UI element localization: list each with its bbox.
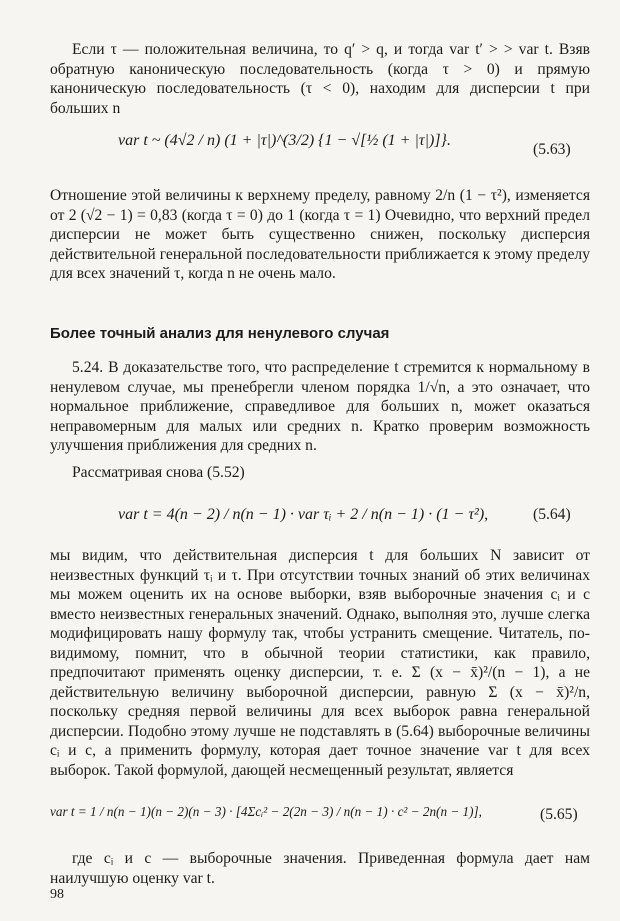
- equation-5-63: var t ~ (4√2 / n) (1 + |τ|)^(3/2) {1 − √[½ (1 + |τ|)]}.: [118, 132, 451, 149]
- paragraph-4: Рассматривая снова (5.52): [72, 464, 245, 481]
- paragraph-1: Если τ — положительная величина, то q′ > q, и тогда var t′ > > var t. Взяв обратную каноническую последовательность (когда τ > 0) и прямую каноническую последовательность (τ < 0), находим для дисперсии t при больших n: [50, 41, 590, 117]
- equation-5-65: var t = 1 / n(n − 1)(n − 2)(n − 3) · [4Σcᵢ² − 2(2n − 3) / n(n − 1) · c² − 2n(n − 1)],: [50, 804, 482, 819]
- paragraph-6: где cᵢ и c — выборочные значения. Приведенная формула дает нам наилучшую оценку var t.: [50, 850, 590, 887]
- page-number: 98: [50, 887, 64, 902]
- equation-5-64: var t = 4(n − 2) / n(n − 1) · var τᵢ + 2 / n(n − 1) · (1 − τ²),: [118, 506, 489, 523]
- paragraph-2: Отношение этой величины к верхнему пределу, равному 2/n (1 − τ²), изменяется от 2 (√2 − 1) = 0,83 (когда τ = 0) до 1 (когда τ = 1) Очевидно, что верхний предел дисперсии не может быть существенно снижен, поскольку дисперсия действительной генеральной последовательности приближается к этому пределу для всех значений τ, когда n не очень мало.: [50, 187, 590, 282]
- section-heading: Более точный анализ для ненулевого случая: [50, 325, 390, 342]
- equation-number-5-63: (5.63): [533, 141, 571, 158]
- paragraph-5: мы видим, что действительная дисперсия t для больших N зависит от неизвестных функций τᵢ и τ. При отсутствии точных знаний об этих величинах мы можем оценить их на основе выборки, взяв выборочные значения cᵢ и c вместо неизвестных генеральных значений. Однако, выполняя это, лучше слегка модифицировать нашу формулу так, чтобы устранить смещение. Читатель, по-видимому, помнит, что в обычной теории статистики, как правило, предпочитают применять оценку дисперсии, т. е. Σ (x − x̄)²/(n − 1), а не действительную величину выборочной дисперсии, равную Σ (x − x̄)²/n, поскольку средняя первой величины для всех выборок равна генеральной дисперсии. Подобно этому лучше не подставлять в (5.64) выборочные величины cᵢ и c, а применить формулу, которая дает точное значение var t для всех выборок. Такой формулой, дающей несмещенный результат, является: [50, 547, 590, 779]
- equation-number-5-65: (5.65): [540, 806, 578, 823]
- paragraph-3: 5.24. В доказательстве того, что распределение t стремится к нормальному в ненулевом случае, мы пренебрегли членом порядка 1/√n, а это означает, что нормальное приближение, справедливое для больших n, может оказаться неправомерным для малых или средних n. Кратко проверим возможность улучшения приближения для средних n.: [50, 359, 590, 454]
- equation-number-5-64: (5.64): [533, 506, 571, 523]
